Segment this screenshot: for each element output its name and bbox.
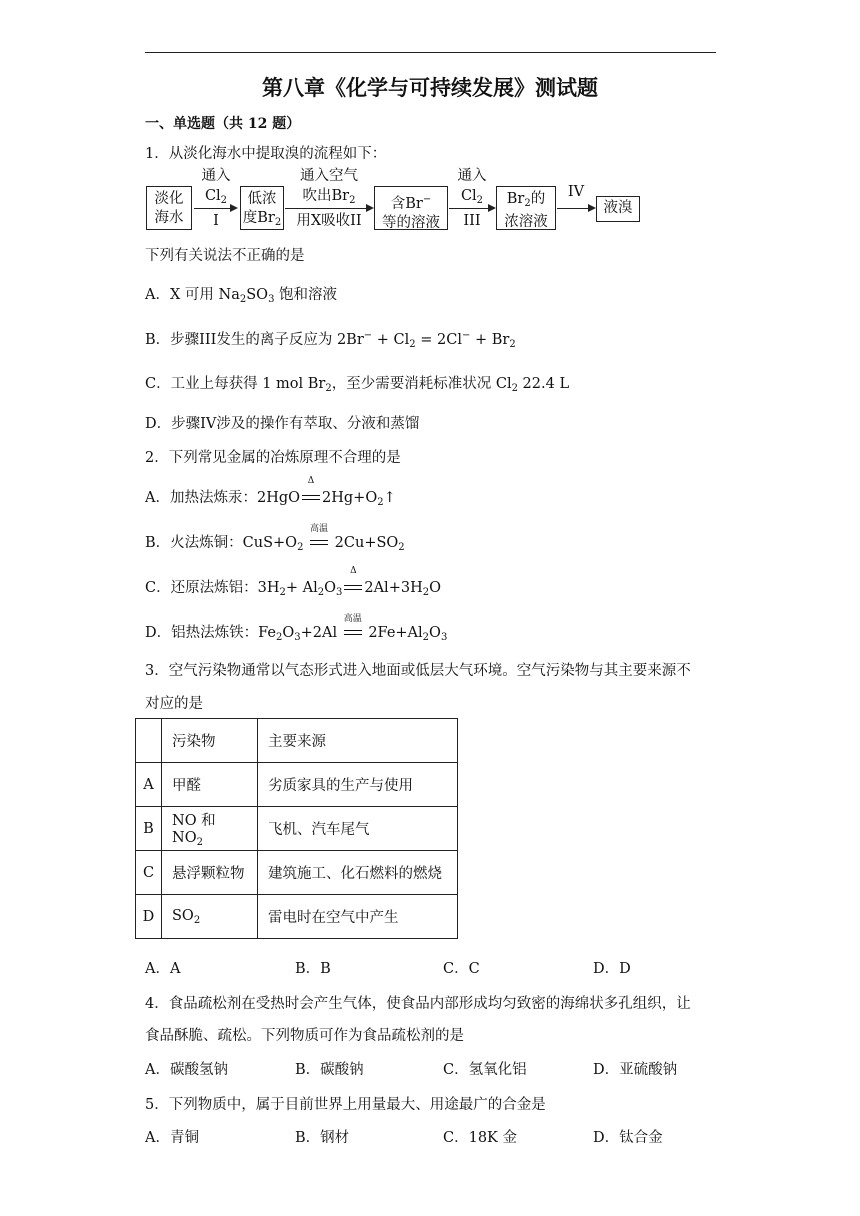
q1-option-d[interactable]: D．步骤IV涉及的操作有萃取、分液和蒸馏	[145, 416, 420, 432]
flow-box-liquid-bromine: 液溴	[596, 196, 640, 222]
table-header-pollutant: 污染物	[162, 719, 258, 763]
q2-option-b[interactable]: B．火法炼铜：$CuS+O_2$ 高温 $2Cu+SO_2$	[145, 524, 405, 553]
flow-arrow2-top: 通入空气 吹出$Br_2$	[300, 168, 358, 206]
q1-option-b[interactable]: B．步骤III发生的离子反应为 $2Br^- + Cl_2 = 2Cl^- + Br_2$	[145, 330, 516, 350]
table-header-source: 主要来源	[258, 719, 458, 763]
q1-option-a[interactable]: A．X 可用 $Na_2SO_3$ 饱和溶液	[145, 287, 338, 305]
q3-option-c[interactable]: C．C	[443, 961, 480, 977]
q1-option-c[interactable]: C．工业上每获得 1 mol $Br_2$，至少需要消耗标准状况 $Cl_2$ 22.4 L	[145, 376, 570, 394]
q4-option-b[interactable]: B．碳酸钠	[295, 1062, 364, 1078]
q5-option-a[interactable]: A．青铜	[145, 1130, 199, 1146]
section-heading: 一、单选题（共 12 题）	[145, 116, 301, 132]
q3-stem-line2: 对应的是	[145, 696, 203, 712]
flow-arrow1-bottom: I	[213, 213, 219, 229]
q2-stem: 2．下列常见金属的冶炼原理不合理的是	[145, 450, 401, 466]
q3-option-a[interactable]: A．A	[145, 961, 181, 977]
q1-stem: 1．从淡化海水中提取溴的流程如下：	[145, 146, 387, 162]
flow-arrow4-top: IV	[567, 184, 585, 200]
table-header-row	[136, 719, 458, 763]
table-row: C 悬浮颗粒物 建筑施工、化石燃料的燃烧	[136, 851, 458, 895]
flow-arrow3-bottom: III	[463, 213, 481, 229]
flow-box-seawater: 淡化 海水	[146, 186, 192, 230]
q1-flow-chart	[144, 166, 644, 236]
flow-arrow2-bottom: 用X吸收II	[296, 213, 362, 229]
q5-option-b[interactable]: B．钢材	[295, 1130, 350, 1146]
q5-stem: 5．下列物质中，属于目前世界上用量最大、用途最广的合金是	[145, 1097, 546, 1113]
table-row: B NO 和 $NO_2$ 飞机、汽车尾气	[136, 807, 458, 851]
q5-option-d[interactable]: D．钛合金	[593, 1130, 663, 1146]
q5-option-c[interactable]: C．18K 金	[443, 1130, 517, 1146]
q4-option-c[interactable]: C．氢氧化铝	[443, 1062, 527, 1078]
q3-stem-line1: 3．空气污染物通常以气态形式进入地面或低层大气环境。空气污染物与其主要来源不	[145, 663, 691, 679]
q4-stem-line1: 4．食品疏松剂在受热时会产生气体，使食品内部形成均匀致密的海绵状多孔组织，让	[145, 996, 691, 1012]
table-row: A 甲醛 劣质家具的生产与使用	[136, 763, 458, 807]
flow-box-br-solution: 含Br− 等的溶液	[374, 186, 448, 230]
flow-arrow1-top: 通入 $Cl_2$	[201, 168, 231, 206]
q2-option-a[interactable]: A．加热法炼汞：2HgO Δ $2Hg+O_2↑$	[145, 476, 396, 508]
page-title: 第八章《化学与可持续发展》测试题	[262, 75, 598, 100]
q1-prompt: 下列有关说法不正确的是	[145, 248, 305, 264]
q4-option-a[interactable]: A．碳酸氢钠	[145, 1062, 228, 1078]
q2-option-d[interactable]: D．铝热法炼铁：$Fe_2O_3+2Al$ 高温 $2Fe+Al_2O_3$	[145, 614, 448, 643]
flow-arrow3-top: 通入 $Cl_2$	[457, 168, 487, 206]
flow-box-br2-conc: $Br_2$的 浓溶液	[496, 186, 556, 230]
q3-option-b[interactable]: B．B	[295, 961, 331, 977]
q4-stem-line2: 食品酥脆、疏松。下列物质可作为食品疏松剂的是	[145, 1028, 464, 1044]
q3-pollutant-table	[135, 718, 458, 939]
q2-option-c[interactable]: C．还原法炼铝：$3H_2+ Al_2O_3$ Δ $2Al+3H_2O$	[145, 566, 441, 598]
flow-box-low-br2: 低浓 度$Br_2$	[240, 186, 284, 230]
table-row: D $SO_2$ 雷电时在空气中产生	[136, 895, 458, 939]
q3-option-d[interactable]: D．D	[593, 961, 631, 977]
top-rule	[145, 52, 716, 53]
q4-option-d[interactable]: D．亚硫酸钠	[593, 1062, 678, 1078]
